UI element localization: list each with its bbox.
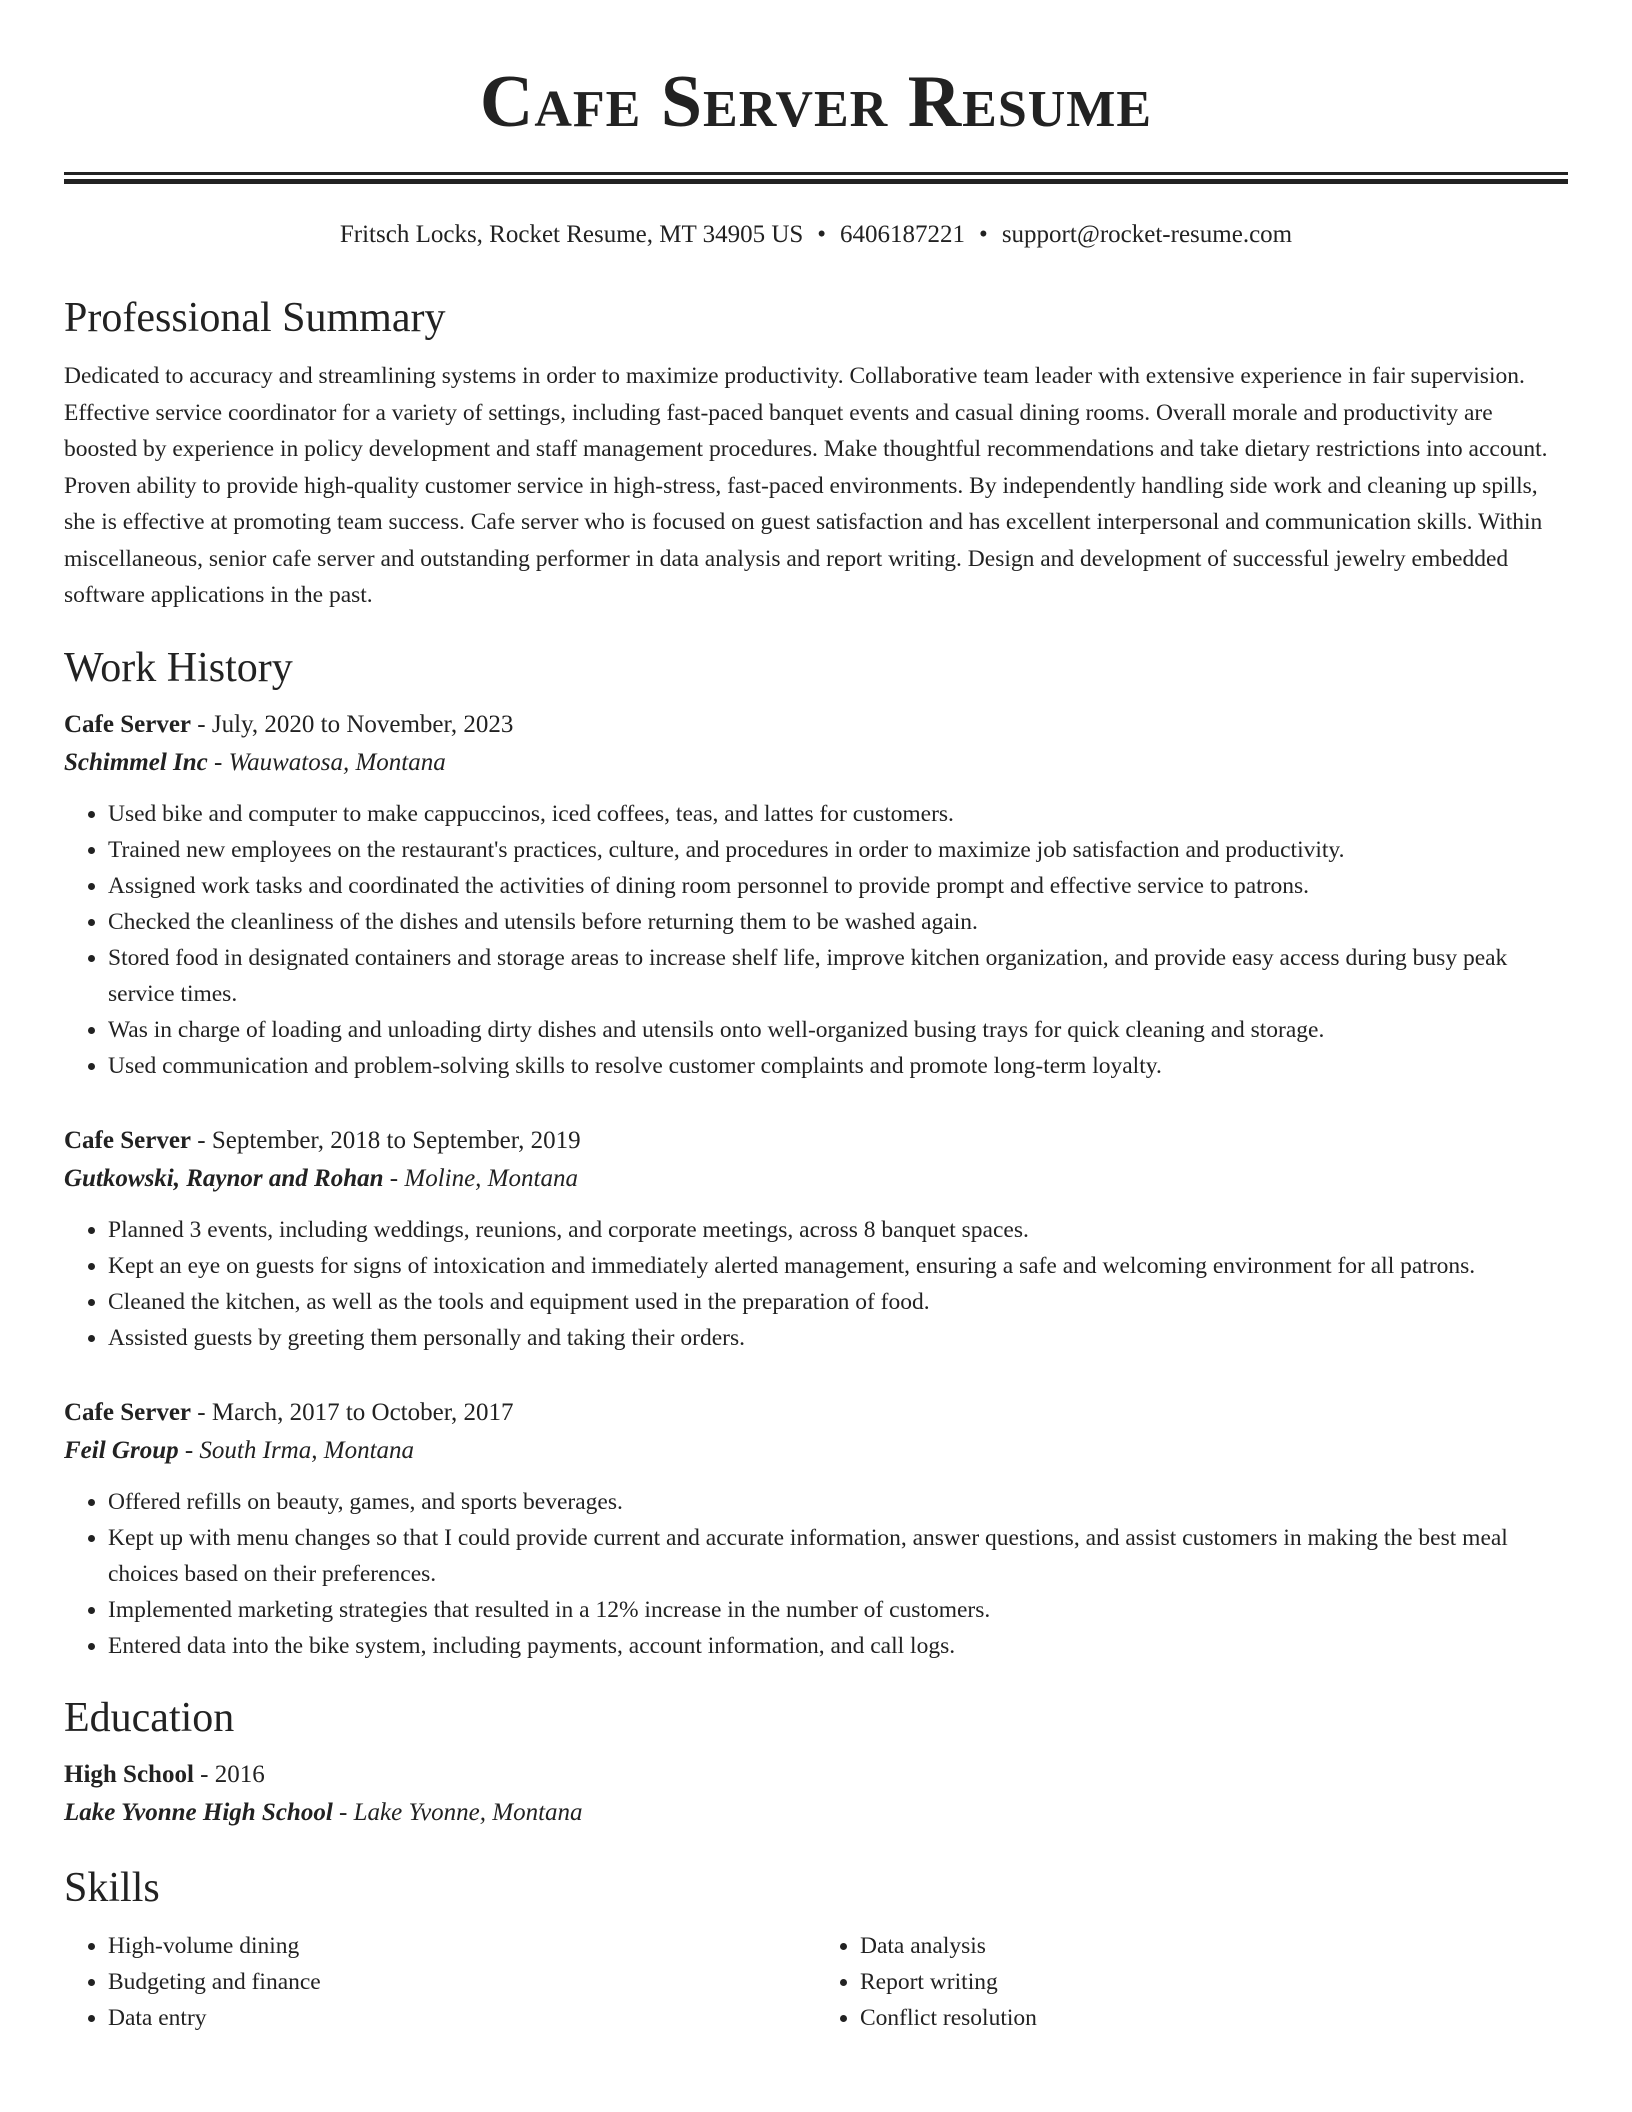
job-bullets — [64, 1212, 1568, 1356]
job-bullet: • Stored food in designated containers and storage areas to increase shelf life, improve kitchen organization, and provide easy access during busy peak service times. — [108, 940, 1568, 1012]
job-location: - Wauwatosa, Montana — [207, 748, 446, 776]
job-entry — [64, 706, 1568, 1084]
job-company: Feil Group — [64, 1436, 179, 1464]
contact-separator: • — [979, 221, 988, 248]
job-title-line — [64, 1122, 1568, 1160]
job-company-line — [64, 744, 1568, 782]
job-bullet: • Trained new employees on the restaurant's practices, culture, and procedures in order to maximize job satisfaction and productivity. — [108, 832, 1568, 868]
education-school-line — [64, 1794, 1568, 1832]
job-dates: - September, 2018 to September, 2019 — [191, 1126, 581, 1154]
skill-item: • Data analysis — [860, 1928, 1568, 1964]
job-company-line — [64, 1432, 1568, 1470]
job-bullet: • Cleaned the kitchen, as well as the tools and equipment used in the preparation of food. — [108, 1284, 1568, 1320]
job-dates: - July, 2020 to November, 2023 — [191, 710, 514, 738]
job-title-line — [64, 706, 1568, 744]
education-degree: High School — [64, 1760, 194, 1788]
education-location: - Lake Yvonne, Montana — [332, 1798, 583, 1826]
job-title: Cafe Server — [64, 1126, 192, 1154]
job-bullet: • Used communication and problem-solving skills to resolve customer complaints and promote long-term loyalty. — [108, 1048, 1568, 1084]
contact-email: support@rocket-resume.com — [1001, 221, 1293, 248]
job-bullet: • Kept up with menu changes so that I could provide current and accurate information, answer questions, and assist customers in making the best meal choices based on their preferences. — [108, 1520, 1568, 1592]
job-title-line — [64, 1394, 1568, 1432]
skills-column-left — [64, 1928, 816, 2036]
job-bullets — [64, 1484, 1568, 1664]
contact-line — [64, 218, 1568, 252]
job-bullet: • Entered data into the bike system, including payments, account information, and call logs. — [108, 1628, 1568, 1664]
job-company: Schimmel Inc — [64, 748, 208, 776]
section-heading-education: Education — [64, 1694, 235, 1741]
job-location: - Moline, Montana — [383, 1164, 578, 1192]
job-bullet: • Kept an eye on guests for signs of intoxication and immediately alerted management, ensuring a safe and welcoming environment for all patrons. — [108, 1248, 1568, 1284]
education-year: - 2016 — [193, 1760, 265, 1788]
contact-address: Fritsch Locks, Rocket Resume, MT 34905 US — [339, 221, 804, 248]
summary-text: Dedicated to accuracy and streamlining systems in order to maximize productivity. Collaborative team leader with extensive experience in fair supervision. Effective service coordinator for a variety of settings, including fast-paced banquet events and casual dining rooms. Overall morale and productivity are boosted by experience in policy development and staff management procedures. Make thoughtful recommendations and take dietary restrictions into account. Proven ability to provide high-quality customer service in high-stress, fast-paced environments. By independently handling side work and cleaning up spills, she is effective at promoting team success. Cafe server who is focused on guest satisfaction and has excellent interpersonal and communication skills. Within miscellaneous, senior cafe server and outstanding performer in data analysis and report writing. Design and development of successful jewelry embedded software applications in the past. — [64, 363, 1548, 608]
job-bullet: • Offered refills on beauty, games, and sports beverages. — [108, 1484, 1568, 1520]
skill-item: • Data entry — [108, 2000, 816, 2036]
job-bullet: • Assisted guests by greeting them personally and taking their orders. — [108, 1320, 1568, 1356]
job-bullet: • Was in charge of loading and unloading dirty dishes and utensils onto well-organized busing trays for quick cleaning and storage. — [108, 1012, 1568, 1048]
section-heading-work-history: Work History — [64, 644, 293, 691]
skill-item: • Report writing — [860, 1964, 1568, 2000]
job-bullet: • Used bike and computer to make cappuccinos, iced coffees, teas, and lattes for customers. — [108, 796, 1568, 832]
job-bullet: • Planned 3 events, including weddings, reunions, and corporate meetings, across 8 banquet spaces. — [108, 1212, 1568, 1248]
skills-grid — [64, 1928, 1568, 2036]
job-bullet: • Checked the cleanliness of the dishes and utensils before returning them to be washed again. — [108, 904, 1568, 940]
job-entry — [64, 1122, 1568, 1356]
education-degree-line — [64, 1756, 1568, 1794]
job-entry — [64, 1394, 1568, 1664]
skill-item: • Conflict resolution — [860, 2000, 1568, 2036]
skill-item: • High-volume dining — [108, 1928, 816, 1964]
job-dates: - March, 2017 to October, 2017 — [191, 1398, 514, 1426]
education-entry — [64, 1756, 1568, 1832]
contact-separator: • — [817, 221, 827, 248]
skill-item: • Budgeting and finance — [108, 1964, 816, 2000]
job-bullets — [64, 796, 1568, 1084]
job-location: - South Irma, Montana — [178, 1436, 415, 1464]
skills-column-right — [816, 1928, 1568, 2036]
title-double-rule — [64, 172, 1568, 184]
job-bullet: • Assigned work tasks and coordinated the activities of dining room personnel to provide prompt and effective service to patrons. — [108, 868, 1568, 904]
contact-phone: 6406187221 — [840, 221, 966, 248]
section-heading-skills: Skills — [64, 1864, 160, 1911]
job-title: Cafe Server — [64, 710, 192, 738]
job-company-line — [64, 1160, 1568, 1198]
job-bullet: • Implemented marketing strategies that resulted in a 12% increase in the number of customers. — [108, 1592, 1568, 1628]
section-heading-summary: Professional Summary — [64, 295, 446, 341]
job-company: Gutkowski, Raynor and Rohan — [64, 1164, 384, 1192]
education-school: Lake Yvonne High School — [64, 1798, 333, 1826]
resume-title: Cafe Server Resume — [479, 61, 1153, 143]
job-title: Cafe Server — [64, 1398, 192, 1426]
